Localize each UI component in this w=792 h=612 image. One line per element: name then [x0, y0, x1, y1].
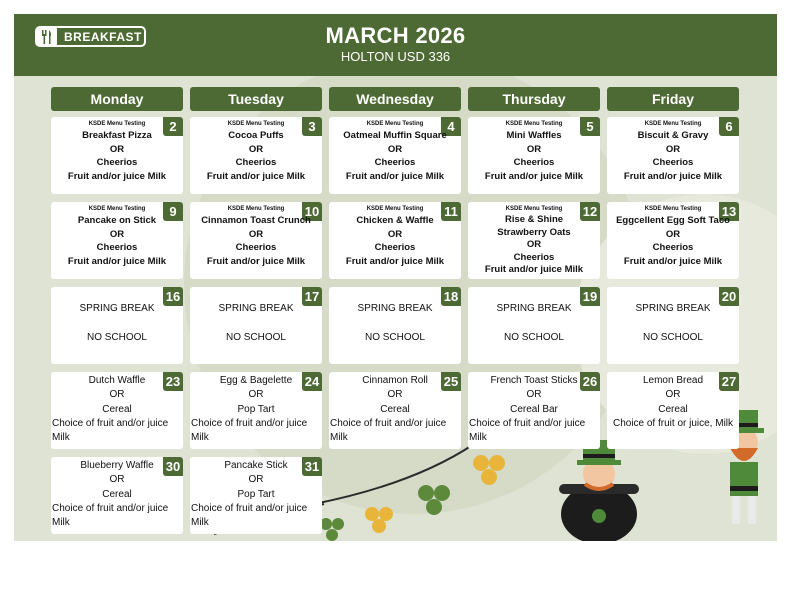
menu-line: OR — [665, 143, 681, 155]
menu-line: OR — [387, 389, 403, 401]
menu-text — [329, 374, 461, 445]
day-cell — [51, 287, 183, 364]
menu-line: Rise & Shine — [504, 214, 564, 225]
menu-line: Fruit and/or juice Milk — [484, 170, 584, 182]
date-number: 11 — [441, 202, 461, 221]
no-school-line: NO SCHOOL — [86, 332, 147, 343]
day-header-tuesday: Tuesday — [190, 87, 322, 111]
menu-line: Choice of fruit and/or juice — [469, 417, 586, 429]
menu-line: OR — [109, 143, 125, 155]
menu-line: Fruit and/or juice Milk — [206, 170, 306, 182]
menu-tag: KSDE Menu Testing — [366, 206, 424, 212]
menu-text — [607, 120, 739, 183]
date-number: 30 — [163, 457, 183, 476]
menu-line: Milk — [191, 432, 209, 444]
menu-line: Eggcellent Egg Soft Taco — [616, 215, 730, 226]
menu-tag: KSDE Menu Testing — [88, 206, 146, 212]
break-line: SPRING BREAK — [635, 303, 711, 314]
menu-line: Pancake Stick — [224, 460, 288, 471]
menu-line: Cocoa Puffs — [228, 130, 284, 141]
menu-line: Cheerios — [235, 157, 277, 168]
day-cell — [329, 117, 461, 194]
day-cell — [190, 372, 322, 449]
date-number: 3 — [302, 117, 322, 136]
shamrock-icon — [320, 518, 344, 541]
day-cell — [468, 287, 600, 364]
day-cell — [468, 202, 600, 279]
menu-line: Fruit and/or juice Milk — [484, 264, 584, 276]
date-number: 19 — [580, 287, 600, 306]
menu-line: Breakfast Pizza — [82, 130, 152, 141]
brand-label: BREAKFAST — [64, 29, 142, 44]
date-number: 10 — [302, 202, 322, 221]
menu-line: Biscuit & Gravy — [637, 130, 709, 141]
menu-text — [607, 374, 739, 431]
menu-line: Cereal — [102, 403, 132, 415]
menu-line: Pancake on Stick — [77, 215, 157, 226]
menu-text — [51, 120, 183, 183]
no-school-line: NO SCHOOL — [364, 332, 425, 343]
menu-line: Milk — [469, 432, 487, 444]
menu-text — [468, 205, 600, 277]
menu-line: Cheerios — [513, 251, 555, 263]
menu-line: Pop Tart — [237, 403, 275, 415]
date-number: 23 — [163, 372, 183, 391]
day-cell — [607, 372, 739, 449]
menu-line: Milk — [52, 517, 70, 529]
day-cell — [329, 202, 461, 279]
date-number: 25 — [441, 372, 461, 391]
date-number: 16 — [163, 287, 183, 306]
menu-line: OR — [248, 228, 264, 240]
header-bar — [14, 14, 777, 76]
menu-tag: KSDE Menu Testing — [88, 121, 146, 127]
menu-line: Choice of fruit or juice, Milk — [612, 417, 734, 429]
date-number: 12 — [580, 202, 600, 221]
menu-line: OR — [665, 389, 681, 401]
menu-text — [329, 302, 461, 345]
menu-line: Pop Tart — [237, 488, 275, 500]
menu-line: Choice of fruit and/or juice — [191, 417, 308, 429]
break-line: SPRING BREAK — [218, 303, 294, 314]
menu-line: OR — [109, 228, 125, 240]
menu-line: Fruit and/or juice Milk — [345, 170, 445, 182]
date-number: 17 — [302, 287, 322, 306]
day-cell — [607, 117, 739, 194]
menu-line: Fruit and/or juice Milk — [623, 255, 723, 267]
menu-line: Cheerios — [652, 242, 694, 253]
menu-line: Egg & Bagelette — [219, 375, 293, 386]
date-number: 31 — [302, 457, 322, 476]
no-school-line: NO SCHOOL — [503, 332, 564, 343]
day-header-thursday: Thursday — [468, 87, 600, 111]
menu-text — [51, 205, 183, 268]
shamrock-icon — [365, 507, 393, 533]
menu-line: OR — [248, 389, 264, 401]
menu-text — [190, 205, 322, 268]
day-cell — [468, 117, 600, 194]
page-subtitle: HOLTON USD 336 — [340, 49, 451, 64]
menu-line: Cheerios — [96, 157, 138, 168]
date-number: 9 — [163, 202, 183, 221]
menu-line: OR — [109, 389, 125, 401]
menu-line: OR — [526, 239, 542, 251]
day-cell — [190, 287, 322, 364]
menu-line: OR — [248, 143, 264, 155]
menu-text — [329, 205, 461, 268]
date-number: 6 — [719, 117, 739, 136]
menu-tag: KSDE Menu Testing — [227, 206, 285, 212]
no-school-line: NO SCHOOL — [642, 332, 703, 343]
menu-text — [468, 302, 600, 345]
menu-line: French Toast Sticks — [490, 375, 578, 386]
page-title: MARCH 2026 — [325, 23, 466, 48]
menu-line: OR — [665, 228, 681, 240]
day-cell — [51, 202, 183, 279]
menu-line: Blueberry Waffle — [80, 460, 154, 471]
menu-line: Cinnamon Roll — [362, 375, 428, 386]
day-cell — [51, 372, 183, 449]
menu-text — [329, 120, 461, 183]
menu-line: Cereal Bar — [510, 403, 558, 415]
date-number: 20 — [719, 287, 739, 306]
menu-text — [468, 120, 600, 183]
calendar-page — [14, 14, 777, 541]
menu-text — [51, 302, 183, 345]
menu-line: Cereal — [102, 488, 132, 500]
menu-line: OR — [387, 143, 403, 155]
break-line: SPRING BREAK — [79, 303, 155, 314]
date-number: 5 — [580, 117, 600, 136]
menu-line: Oatmeal Muffin Square — [343, 130, 447, 141]
menu-line: Strawberry Oats — [497, 226, 571, 238]
day-cell — [51, 457, 183, 534]
day-cell — [190, 117, 322, 194]
menu-tag: KSDE Menu Testing — [505, 206, 563, 212]
menu-line: Dutch Waffle — [88, 375, 146, 386]
menu-line: Choice of fruit and/or juice — [52, 502, 169, 514]
menu-text — [190, 374, 322, 445]
menu-text — [190, 459, 322, 530]
menu-line: OR — [248, 474, 264, 486]
break-line: SPRING BREAK — [357, 303, 433, 314]
day-header-wednesday: Wednesday — [329, 87, 461, 111]
menu-line: Chicken & Waffle — [356, 215, 434, 226]
menu-line: Milk — [330, 432, 348, 444]
date-number: 26 — [580, 372, 600, 391]
day-cell — [190, 457, 322, 534]
menu-line: Fruit and/or juice Milk — [623, 170, 723, 182]
date-number: 4 — [441, 117, 461, 136]
menu-line: Mini Waffles — [506, 130, 562, 141]
no-school-line: NO SCHOOL — [225, 332, 286, 343]
shamrock-icon — [473, 455, 505, 485]
menu-tag: KSDE Menu Testing — [644, 121, 702, 127]
menu-line: OR — [526, 389, 542, 401]
menu-line: Choice of fruit and/or juice — [330, 417, 447, 429]
date-number: 24 — [302, 372, 322, 391]
menu-line: Lemon Bread — [642, 375, 704, 386]
menu-line: Cereal — [380, 403, 410, 415]
menu-line: Cereal — [658, 403, 688, 415]
date-number: 13 — [719, 202, 739, 221]
day-header-monday: Monday — [51, 87, 183, 111]
menu-line: Choice of fruit and/or juice — [52, 417, 169, 429]
shamrock-icon — [418, 485, 450, 515]
day-cell — [51, 117, 183, 194]
day-cell — [468, 372, 600, 449]
menu-line: Choice of fruit and/or juice — [191, 502, 308, 514]
menu-tag: KSDE Menu Testing — [644, 206, 702, 212]
menu-text — [607, 302, 739, 345]
menu-text — [51, 374, 183, 445]
menu-line: Cinnamon Toast Crunch — [201, 215, 311, 226]
menu-line: Cheerios — [374, 157, 416, 168]
day-cell — [607, 287, 739, 364]
day-cell — [329, 287, 461, 364]
menu-line: Cheerios — [96, 242, 138, 253]
menu-tag: KSDE Menu Testing — [366, 121, 424, 127]
menu-line: Cheerios — [235, 242, 277, 253]
menu-line: OR — [387, 228, 403, 240]
menu-tag: KSDE Menu Testing — [227, 121, 285, 127]
date-number: 18 — [441, 287, 461, 306]
menu-line: OR — [109, 474, 125, 486]
leprechaun-pot-icon — [559, 440, 639, 541]
day-cell — [329, 372, 461, 449]
day-cell — [190, 202, 322, 279]
menu-text — [51, 459, 183, 530]
menu-line: Fruit and/or juice Milk — [206, 255, 306, 267]
menu-tag: KSDE Menu Testing — [505, 121, 563, 127]
menu-line: OR — [526, 143, 542, 155]
menu-line: Milk — [52, 432, 70, 444]
date-number: 27 — [719, 372, 739, 391]
date-number: 2 — [163, 117, 183, 136]
menu-text — [190, 120, 322, 183]
menu-line: Fruit and/or juice Milk — [345, 255, 445, 267]
menu-line: Cheerios — [513, 157, 555, 168]
menu-line: Milk — [191, 517, 209, 529]
menu-line: Cheerios — [374, 242, 416, 253]
break-line: SPRING BREAK — [496, 303, 572, 314]
menu-line: Cheerios — [652, 157, 694, 168]
menu-text — [468, 374, 600, 445]
menu-line: Fruit and/or juice Milk — [67, 170, 167, 182]
menu-text — [607, 205, 739, 268]
day-header-friday: Friday — [607, 87, 739, 111]
menu-text — [190, 302, 322, 345]
menu-line: Fruit and/or juice Milk — [67, 255, 167, 267]
day-cell — [607, 202, 739, 279]
